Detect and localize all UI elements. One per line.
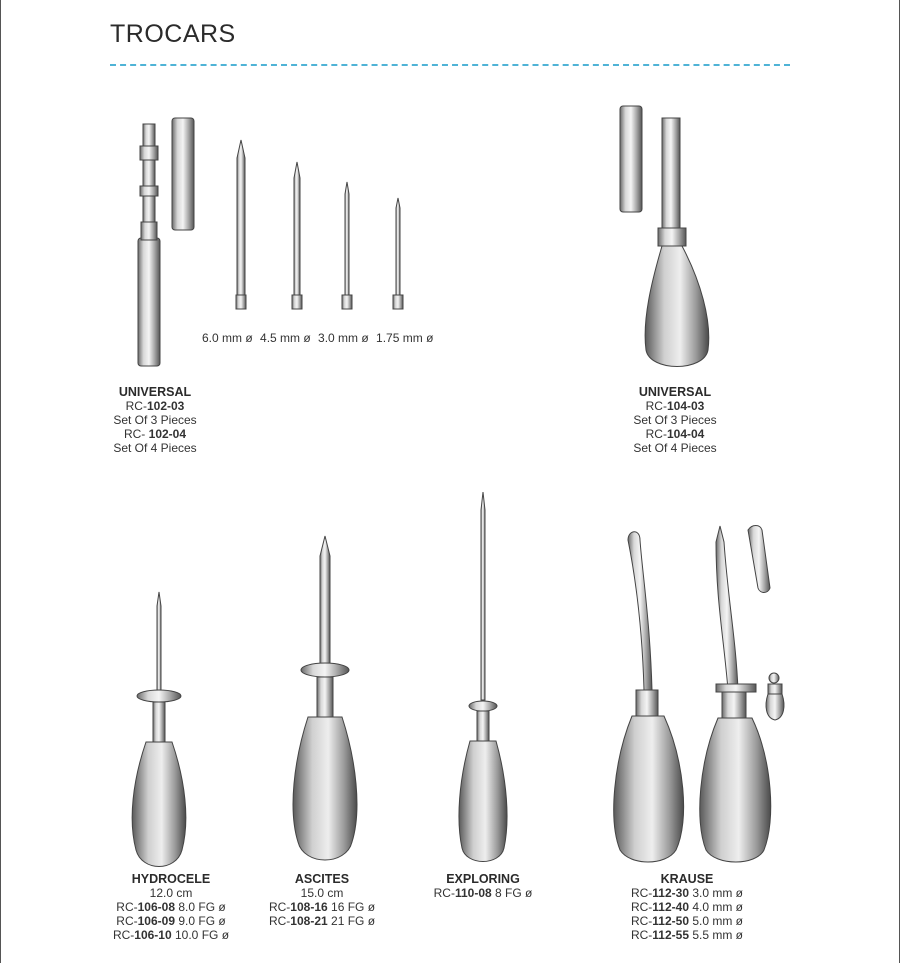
- product-code: RC- 102-04: [123, 427, 187, 441]
- product-variant: RC-112-40 4.0 mm ø: [630, 900, 744, 914]
- universal-needle-sizes: [202, 331, 437, 345]
- page-title: TROCARS: [110, 20, 236, 48]
- size-label: 1.75 mm ø: [376, 331, 434, 345]
- size-label: 4.5 mm ø: [260, 331, 311, 345]
- product-length: 12.0 cm: [149, 886, 193, 900]
- universal-handle-illustration: [138, 118, 194, 366]
- product-variant: RC-112-55 5.5 mm ø: [630, 928, 744, 942]
- product-caption-universal-2: [620, 385, 730, 455]
- product-name: UNIVERSAL: [118, 385, 192, 399]
- product-variant: RC-108-21 21 FG ø: [268, 914, 376, 928]
- product-caption-exploring: [418, 872, 548, 900]
- hydrocele-trocar-illustration: [132, 592, 186, 867]
- product-code: RC-102-03: [125, 399, 185, 413]
- product-name: ASCITES: [294, 872, 350, 886]
- product-caption-hydrocele: [96, 872, 246, 942]
- product-desc: Set Of 4 Pieces: [113, 441, 197, 455]
- product-variant: RC-106-08 8.0 FG ø: [116, 900, 226, 914]
- product-variant: RC-112-30 3.0 mm ø: [630, 886, 744, 900]
- product-length: 15.0 cm: [300, 886, 344, 900]
- product-caption-krause: [612, 872, 762, 942]
- product-name: HYDROCELE: [131, 872, 211, 886]
- universal-spoon-handle-illustration: [620, 106, 709, 367]
- product-caption-universal-1: [100, 385, 210, 455]
- product-name: UNIVERSAL: [638, 385, 712, 399]
- product-variant: RC-108-16 16 FG ø: [268, 900, 376, 914]
- trocar-needles-illustration: [236, 140, 403, 309]
- product-variant: RC-106-10 10.0 FG ø: [112, 928, 230, 942]
- product-name: KRAUSE: [660, 872, 714, 886]
- product-variant: RC-106-09 9.0 FG ø: [116, 914, 226, 928]
- ascites-trocar-illustration: [293, 536, 357, 860]
- product-variant: RC-112-50 5.0 mm ø: [630, 914, 744, 928]
- exploring-trocar-illustration: [459, 492, 507, 862]
- product-desc: Set Of 4 Pieces: [633, 441, 717, 455]
- size-label: 3.0 mm ø: [318, 331, 369, 345]
- product-name: EXPLORING: [446, 872, 520, 886]
- product-desc: Set Of 3 Pieces: [633, 413, 717, 427]
- product-code: RC-104-03: [645, 399, 705, 413]
- product-caption-ascites: [252, 872, 392, 928]
- size-label: 6.0 mm ø: [202, 331, 253, 345]
- product-desc: Set Of 3 Pieces: [113, 413, 197, 427]
- product-code: RC-104-04: [645, 427, 705, 441]
- product-variant: RC-110-08 8 FG ø: [433, 886, 533, 900]
- krause-trocar-illustration: [614, 526, 784, 863]
